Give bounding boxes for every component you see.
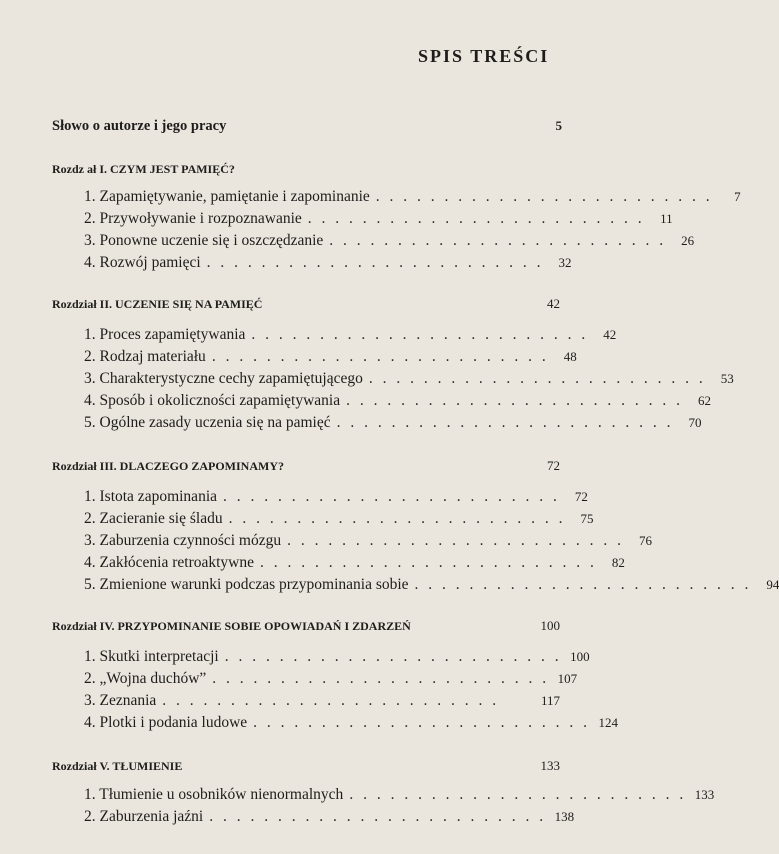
toc-entry-label: 2. Rodzaj materiału (84, 348, 206, 365)
toc-entry-label: 4. Plotki i podania ludowe (84, 714, 248, 731)
toc-entry-label: 1. Zapamiętywanie, pamiętanie i zapominanie (84, 188, 370, 205)
toc-entry (84, 786, 715, 804)
chapter-page: 42 (547, 296, 560, 311)
chapter-title: Rozdział IV. PRZYPOMINANIE SOBIE OPOWIADAŃ I ZDARZEŃ (52, 619, 411, 633)
toc-entry (84, 692, 560, 710)
toc-entry-label: 3. Zeznania (84, 692, 157, 709)
toc-entry (84, 348, 577, 366)
leader-dots: . . . . . . . . . . . . . . . . . . . . . . . . . (228, 510, 566, 527)
leader-dots: . . . . . . . . . . . . . . . . . . . . . . . . . (251, 326, 589, 343)
toc-entry-page: 5 (555, 118, 562, 133)
toc-entry-page: 72 (574, 489, 588, 504)
toc-entry (84, 670, 578, 688)
toc-entry-label: 2. „Wojna duchów” (84, 670, 207, 687)
toc-entry-page: 11 (660, 211, 673, 226)
leader-dots: . . . . . . . . . . . . . . . . . . . . . . . . . (224, 648, 562, 665)
toc-entry-label: 3. Zaburzenia czynności mózgu (84, 532, 282, 549)
leader-dots: . . . . . . . . . . . . . . . . . . . . . . . . . (253, 714, 591, 731)
toc-entry-label: 2. Zaburzenia jaźni (84, 808, 204, 825)
chapter-heading-3 (52, 458, 560, 474)
toc-entry-page: 133 (694, 787, 715, 802)
toc-entry-page: 75 (580, 511, 594, 526)
toc-entry-label: 3. Ponowne uczenie się i oszczędzanie (84, 232, 324, 249)
toc-entry-label: 4. Zakłócenia retroaktywne (84, 554, 254, 571)
toc-entry-label: 5. Ogólne zasady uczenia się na pamięć (84, 414, 331, 431)
toc-entry (84, 232, 695, 250)
toc-entry-label: 1. Proces zapamiętywania (84, 326, 246, 343)
chapter-heading-5 (52, 758, 560, 774)
toc-entry-label: 4. Sposób i okoliczności zapamiętywania (84, 392, 341, 409)
leader-dots: . . . . . . . . . . . . . . . . . . . . . . . . . (329, 232, 667, 249)
toc-entry (84, 326, 617, 344)
leader-dots: . . . . . . . . . . . . . . . . . . . . . . . . . (223, 488, 560, 505)
toc-entry (84, 370, 734, 388)
toc-entry (84, 488, 588, 506)
leader-dots: . . . . . . . . . . . . . . . . . . . . . . . . . (368, 370, 706, 387)
toc-entry (84, 714, 619, 732)
toc-entry-label: 5. Zmienione warunki podczas przypominania sobie (84, 576, 409, 593)
toc-entry-page: 48 (563, 349, 577, 364)
leader-dots: . . . . . . . . . . . . . . . . . . . . . . . . . (336, 414, 674, 431)
toc-entry (84, 648, 590, 666)
leader-dots: . . . . . . . . . . . . . . . . . . . . . . . . . (209, 808, 547, 825)
toc-entry-label: 1. Tłumienie u osobników nienormalnych (84, 786, 344, 803)
toc-entry-label: Słowo o autorze i jego pracy (52, 118, 227, 134)
chapter-title: Rozdział II. UCZENIE SIĘ NA PAMIĘĆ (52, 297, 263, 311)
toc-entry (84, 510, 594, 528)
toc-entry-label: 2. Zacieranie się śladu (84, 510, 223, 527)
page-title: SPIS TREŚCI (418, 46, 550, 66)
leader-dots: . . . . . . . . . . . . . . . . . . . . . . . . . (287, 532, 624, 549)
chapter-page: 133 (540, 758, 560, 773)
toc-entry-page: 7 (734, 189, 741, 204)
toc-entry (84, 188, 741, 206)
toc-entry-page: 32 (558, 255, 572, 270)
toc-entry-label: 3. Charakterystyczne cechy zapamiętującego (84, 370, 363, 387)
chapter-title: Rozdział V. TŁUMIENIE (52, 759, 183, 773)
chapter-heading-1 (52, 162, 560, 177)
toc-entry (84, 210, 673, 228)
toc-entry-page: 76 (639, 533, 652, 548)
chapter-title: Rozdz ał I. CZYM JEST PAMIĘĆ? (52, 162, 235, 176)
toc-entry-page: 53 (720, 371, 734, 386)
leader-dots: . . . . . . . . . . . . . . . . . . . . . . . . . (346, 392, 683, 409)
toc-entry (84, 414, 702, 432)
toc-entry-page: 94 (766, 577, 779, 592)
toc-entry-author (52, 118, 562, 135)
toc-entry-page: 70 (688, 415, 702, 430)
toc-entry (84, 808, 575, 826)
toc-entry (84, 254, 572, 272)
chapter-page: 72 (547, 458, 560, 473)
toc-entry-page: 117 (540, 693, 560, 708)
toc-entry-label: 2. Przywoływanie i rozpoznawanie (84, 210, 302, 227)
toc-entry (84, 392, 711, 410)
chapter-page: 100 (540, 618, 560, 633)
chapter-title: Rozdział III. DLACZEGO ZAPOMINAMY? (52, 459, 285, 473)
leader-dots: . . . . . . . . . . . . . . . . . . . . . . . . . (414, 576, 752, 593)
leader-dots: . . . . . . . . . . . . . . . . . . . . . . . . . (162, 692, 500, 709)
toc-entry-page: 42 (603, 327, 617, 342)
toc-entry-page: 82 (611, 555, 625, 570)
toc-entry-page: 26 (681, 233, 695, 248)
toc-entry-page: 107 (557, 671, 578, 686)
leader-dots: . . . . . . . . . . . . . . . . . . . . . . . . . (206, 254, 544, 271)
toc-entry-label: 1. Istota zapominania (84, 488, 217, 505)
toc-entry-page: 62 (698, 393, 711, 408)
leader-dots: . . . . . . . . . . . . . . . . . . . . . . . . . (307, 210, 645, 227)
leader-dots: . . . . . . . . . . . . . . . . . . . . . . . . . (211, 348, 549, 365)
leader-dots: . . . . . . . . . . . . . . . . . . . . . . . . . (260, 554, 597, 571)
toc-entry-page: 138 (554, 809, 575, 824)
leader-dots: . . . . . . . . . . . . . . . . . . . . . . . . . (212, 670, 550, 687)
toc-entry (84, 576, 779, 594)
toc-entry (84, 554, 625, 572)
leader-dots: . . . . . . . . . . . . . . . . . . . . . . . . . (375, 188, 713, 205)
leader-dots: . . . . . . . . . . . . . . . . . . . . . . . . . (349, 786, 687, 803)
chapter-heading-4 (52, 618, 560, 634)
toc-entry-page: 124 (598, 715, 619, 730)
toc-entry-page: 100 (570, 649, 590, 664)
toc-entry-label: 1. Skutki interpretacji (84, 648, 219, 665)
toc-entry (84, 532, 652, 550)
toc-entry-label: 4. Rozwój pamięci (84, 254, 201, 271)
chapter-heading-2 (52, 296, 560, 312)
